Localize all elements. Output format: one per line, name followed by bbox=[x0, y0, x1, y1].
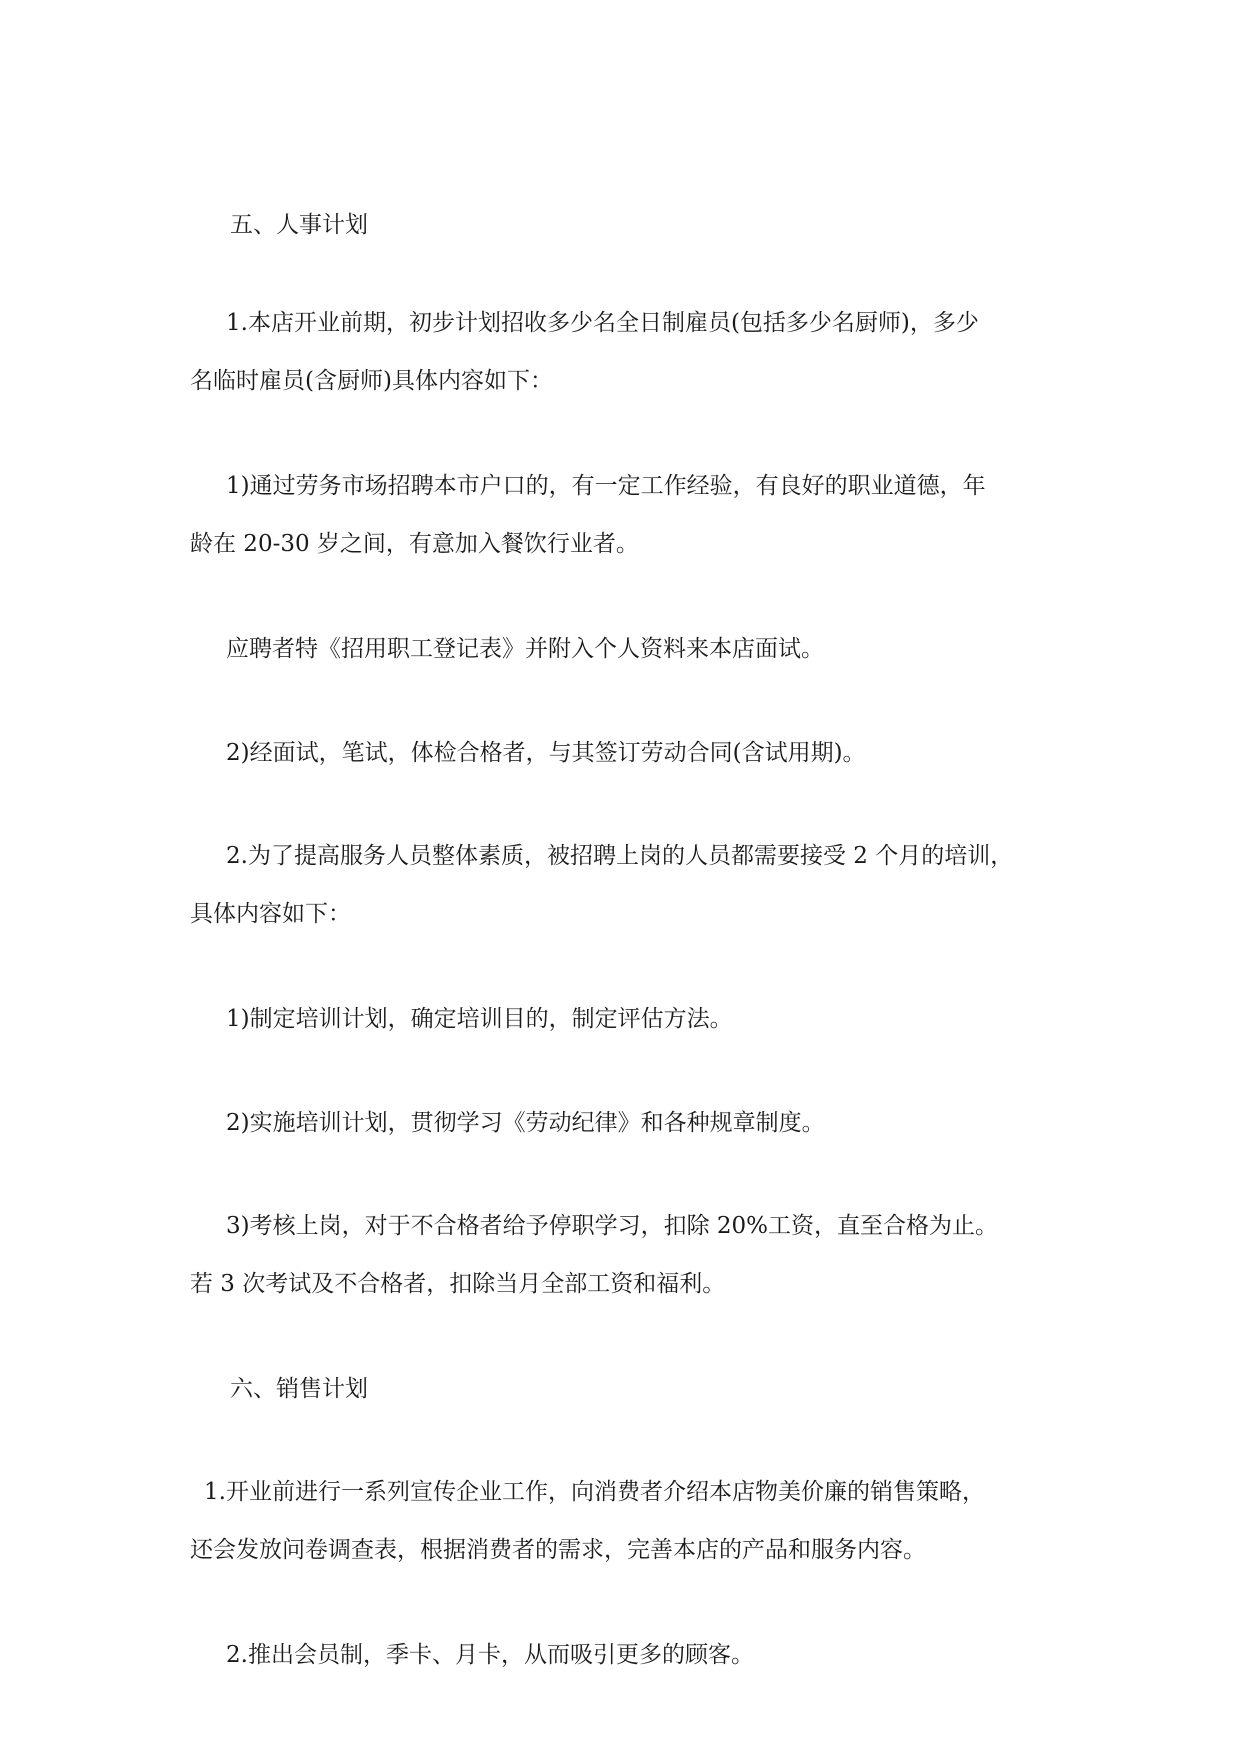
paragraph-line: 2)实施培训计划，贯彻学习《劳动纪律》和各种规章制度。 bbox=[226, 1110, 825, 1136]
paragraph-training-plan bbox=[190, 990, 1060, 1048]
paragraph-line: 2.为了提高服务人员整体素质，被招聘上岗的人员都需要接受 2 个月的培训， bbox=[226, 843, 1014, 869]
paragraph-membership bbox=[190, 1626, 1060, 1684]
paragraph-labor-market bbox=[190, 457, 1060, 573]
paragraph-line: 龄在 20-30 岁之间，有意加入餐饮行业者。 bbox=[190, 531, 639, 557]
paragraph-line: 还会发放问卷调查表，根据消费者的需求，完善本店的产品和服务内容。 bbox=[190, 1537, 926, 1563]
paragraph-implement-training bbox=[190, 1094, 1060, 1152]
section-heading-personnel: 五、人事计划 bbox=[230, 212, 368, 238]
paragraph-line: 应聘者特《招用职工登记表》并附入个人资料来本店面试。 bbox=[226, 636, 824, 662]
paragraph-assessment bbox=[190, 1197, 1060, 1313]
paragraph-line: 2.推出会员制，季卡、月卡，从而吸引更多的顾客。 bbox=[226, 1642, 754, 1668]
section-heading-sales: 六、销售计划 bbox=[230, 1376, 368, 1402]
paragraph-recruitment-plan bbox=[190, 294, 1060, 410]
paragraph-line: 具体内容如下： bbox=[190, 901, 351, 927]
paragraph-interview bbox=[190, 724, 1060, 782]
paragraph-line: 1)通过劳务市场招聘本市户口的，有一定工作经验，有良好的职业道德，年 bbox=[226, 473, 986, 499]
paragraph-promotion bbox=[190, 1463, 1060, 1579]
paragraph-training bbox=[190, 827, 1060, 943]
paragraph-line: 若 3 次考试及不合格者，扣除当月全部工资和福利。 bbox=[190, 1271, 726, 1297]
paragraph-line: 1.本店开业前期，初步计划招收多少名全日制雇员(包括多少名厨师)，多少 bbox=[226, 310, 979, 336]
paragraph-application-form bbox=[190, 620, 1060, 678]
paragraph-line: 名临时雇员(含厨师)具体内容如下： bbox=[190, 368, 553, 394]
paragraph-line: 2)经面试，笔试，体检合格者，与其签订劳动合同(含试用期)。 bbox=[226, 740, 866, 766]
paragraph-line: 3)考核上岗，对于不合格者给予停职学习，扣除 20%工资，直至合格为止。 bbox=[226, 1213, 999, 1239]
paragraph-line: 1)制定培训计划，确定培训目的，制定评估方法。 bbox=[226, 1006, 733, 1032]
paragraph-line: 1.开业前进行一系列宣传企业工作，向消费者介绍本店物美价廉的销售策略， bbox=[204, 1479, 985, 1505]
